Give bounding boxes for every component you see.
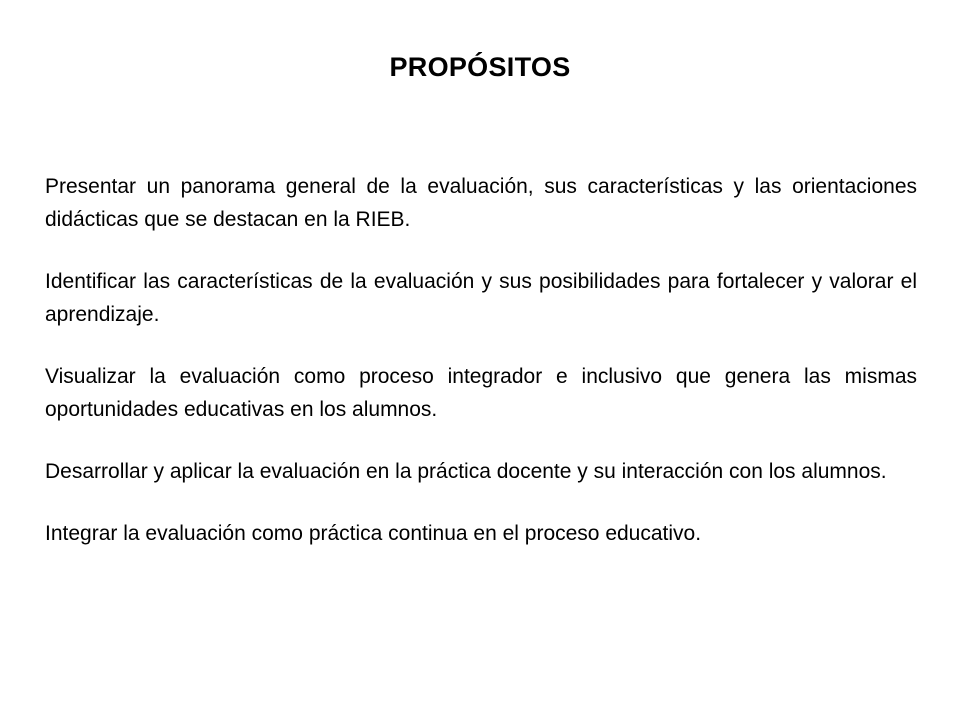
purpose-paragraph-5: Integrar la evaluación como práctica continua en el proceso educativo. xyxy=(45,522,702,545)
purpose-paragraph-3: Visualizar la evaluación como proceso integrador e inclusivo que genera las mismas oportunidades educativas en los alumnos. xyxy=(45,365,917,421)
purpose-paragraph-4: Desarrollar y aplicar la evaluación en la práctica docente y su interacción con los alumnos. xyxy=(45,460,887,483)
purpose-paragraph-2: Identificar las características de la evaluación y sus posibilidades para fortalecer y valorar el aprendizaje. xyxy=(45,270,917,326)
slide-title: PROPÓSITOS xyxy=(389,52,571,82)
slide-body xyxy=(45,170,917,550)
purpose-paragraph-1: Presentar un panorama general de la evaluación, sus características y las orientaciones didácticas que se destacan en la RIEB. xyxy=(45,175,917,231)
